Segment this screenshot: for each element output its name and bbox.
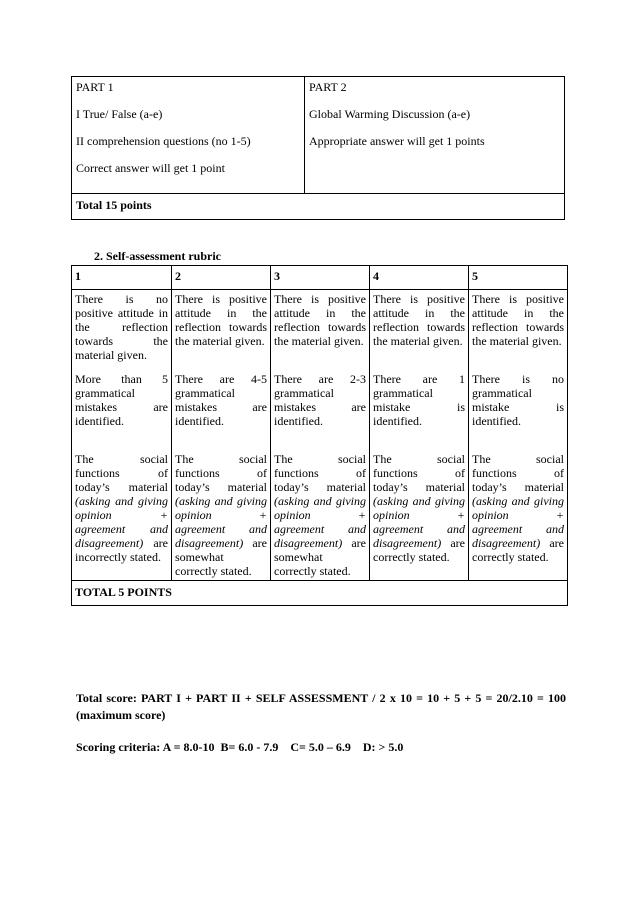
rubric-header-cell: 4 [370,266,469,290]
part2-cell [305,77,565,194]
social-function-criterion [274,452,366,578]
social-suffix: are incorrectly stated. [75,536,168,564]
social-function-criterion [472,452,564,564]
rubric-header-cell: 3 [271,266,370,290]
rubric-cell-score-1 [72,290,172,581]
social-prefix: The social functions of today’s material [472,452,564,494]
reflection-criterion: There is positive attitude in the reflection towards the material given. [274,292,366,348]
rubric-heading: 2. Self-assessment rubric [94,249,221,263]
rubric-header-cell: 5 [469,266,568,290]
social-prefix: The social functions of today’s material [373,452,465,494]
social-function-criterion [75,452,168,564]
grammar-criterion: There are 2-3 grammatical mistakes are identified. [274,372,366,428]
reflection-criterion: There is no positive attitude in the reflection towards the material given. [75,292,168,362]
parts-total: Total 15 points [72,194,565,220]
social-italic: (asking and giving opinion + agreement and disagreement) [472,494,564,550]
social-italic: (asking and giving opinion + agreement and disagreement) [274,494,366,550]
grammar-criterion: There are 4-5 grammatical mistakes are identified. [175,372,267,428]
part1-title: PART 1 [76,80,114,94]
social-suffix: are somewhat correctly stated. [175,536,267,578]
social-prefix: The social functions of today’s material [75,452,168,494]
reflection-criterion: There is positive attitude in the reflection towards the material given. [373,292,465,348]
rubric-total-row [72,581,568,606]
rubric-cell-score-2 [172,290,271,581]
rubric-cell-score-5 [469,290,568,581]
self-assessment-rubric-table [71,265,568,606]
scoring-criteria: Scoring criteria: A = 8.0-10 B= 6.0 - 7.9 C= 5.0 – 6.9 D: > 5.0 [76,740,404,754]
social-suffix: are correctly stated. [472,536,564,564]
rubric-criteria-row [72,290,568,581]
reflection-criterion: There is positive attitude in the reflection towards the material given. [175,292,267,348]
rubric-header-cell: 2 [172,266,271,290]
social-italic: (asking and giving opinion + agreement and disagreement) [175,494,267,550]
grammar-criterion: There are 1 grammatical mistake is identified. [373,372,465,428]
social-function-criterion [373,452,465,564]
part1-true-false: I True/ False (a-e) [76,107,163,121]
rubric-header-cell: 1 [72,266,172,290]
part1-comprehension: II comprehension questions (no 1-5) [76,134,251,148]
total-score-formula: Total score: PART I + PART II + SELF ASSESSMENT / 2 x 10 = 10 + 5 + 5 = 20/2.10 = 100 (maximum score) [76,691,566,722]
part1-cell [72,77,305,194]
grammar-criterion: More than 5 grammatical mistakes are identified. [75,372,168,428]
part2-point-rule: Appropriate answer will get 1 points [309,134,485,148]
part2-title: PART 2 [309,80,347,94]
grammar-criterion: There is no grammatical mistake is identified. [472,372,564,428]
part1-point-rule: Correct answer will get 1 point [76,161,225,175]
social-italic: (asking and giving opinion + agreement and disagreement) [75,494,168,550]
social-prefix: The social functions of today’s material [274,452,366,494]
rubric-header-row [72,266,568,290]
part2-discussion: Global Warming Discussion (a-e) [309,107,471,121]
social-suffix: are correctly stated. [373,536,465,564]
reflection-criterion: There is positive attitude in the reflection towards the material given. [472,292,564,348]
rubric-cell-score-4 [370,290,469,581]
social-prefix: The social functions of today’s material [175,452,267,494]
social-function-criterion [175,452,267,578]
parts-scoring-table [71,76,565,220]
social-suffix: are somewhat correctly stated. [274,536,366,578]
rubric-cell-score-3 [271,290,370,581]
rubric-total: TOTAL 5 POINTS [72,581,568,606]
social-italic: (asking and giving opinion + agreement and disagreement) [373,494,465,550]
